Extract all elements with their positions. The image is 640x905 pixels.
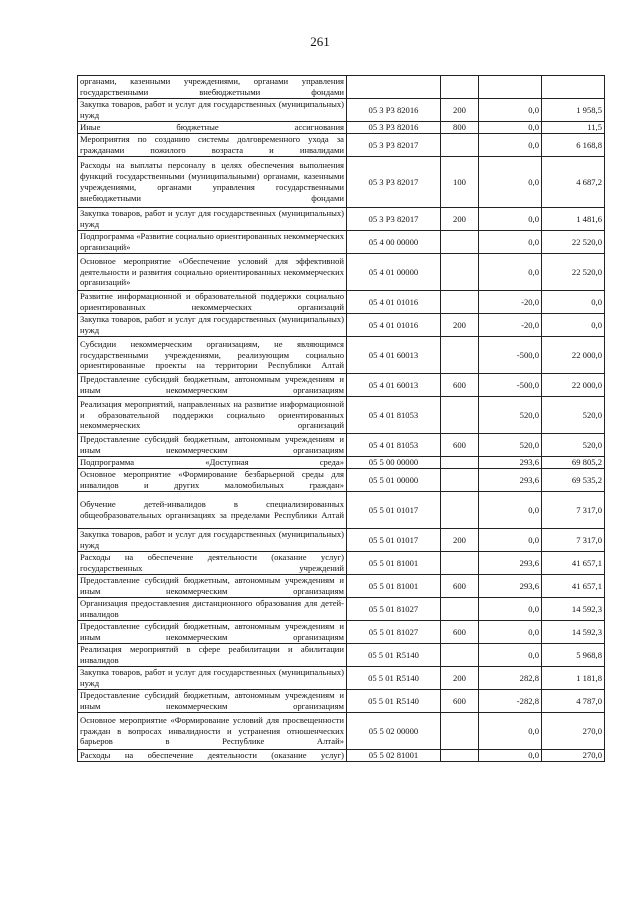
row-name-cell: Предоставление субсидий бюджетным, автономным учреждениям и иным некоммерческим организациям: [78, 575, 347, 598]
budget-code-cell: 05 5 02 81001: [347, 750, 441, 762]
total-amount-cell: 22 000,0: [542, 374, 605, 397]
change-amount-cell: [479, 76, 542, 99]
budget-table-body: [78, 76, 605, 762]
expense-type-cell: 200: [441, 667, 479, 690]
table-row: [78, 314, 605, 337]
total-amount-cell: 0,0: [542, 314, 605, 337]
expense-type-cell: 600: [441, 575, 479, 598]
change-amount-cell: 0,0: [479, 644, 542, 667]
table-row: [78, 434, 605, 457]
total-amount-cell: 69 805,2: [542, 457, 605, 469]
change-amount-cell: 293,6: [479, 457, 542, 469]
budget-code-cell: 05 4 00 00000: [347, 231, 441, 254]
expense-type-cell: 600: [441, 434, 479, 457]
expense-type-cell: [441, 457, 479, 469]
expense-type-cell: 800: [441, 122, 479, 134]
total-amount-cell: 1 481,6: [542, 208, 605, 231]
row-name-cell: Организация предоставления дистанционного образования для детей-инвалидов: [78, 598, 347, 621]
row-name-cell: Иные бюджетные ассигнования: [78, 122, 347, 134]
table-row: [78, 750, 605, 762]
expense-type-cell: [441, 134, 479, 157]
change-amount-cell: -500,0: [479, 337, 542, 374]
row-name-cell: Предоставление субсидий бюджетным, автономным учреждениям и иным некоммерческим организациям: [78, 690, 347, 713]
total-amount-cell: 41 657,1: [542, 575, 605, 598]
budget-code-cell: 05 5 01 R5140: [347, 690, 441, 713]
table-row: [78, 529, 605, 552]
row-name-cell: Основное мероприятие «Формирование безбарьерной среды для инвалидов и других маломобильных граждан»: [78, 469, 347, 492]
total-amount-cell: 4 787,0: [542, 690, 605, 713]
budget-code-cell: 05 5 01 R5140: [347, 667, 441, 690]
table-row: [78, 667, 605, 690]
budget-code-cell: 05 5 01 81001: [347, 552, 441, 575]
row-name-cell: Расходы на обеспечение деятельности (оказание услуг): [78, 750, 347, 762]
change-amount-cell: 0,0: [479, 134, 542, 157]
change-amount-cell: 0,0: [479, 99, 542, 122]
change-amount-cell: 293,6: [479, 552, 542, 575]
row-name-cell: Мероприятия по созданию системы долговременного ухода за гражданами пожилого возраста и инвалидами: [78, 134, 347, 157]
expense-type-cell: 600: [441, 690, 479, 713]
table-row: [78, 397, 605, 434]
budget-code-cell: 05 3 P3 82017: [347, 208, 441, 231]
total-amount-cell: 270,0: [542, 713, 605, 750]
budget-code-cell: 05 3 P3 82016: [347, 99, 441, 122]
table-row: [78, 713, 605, 750]
row-name-cell: Закупка товаров, работ и услуг для государственных (муниципальных) нужд: [78, 529, 347, 552]
change-amount-cell: 520,0: [479, 434, 542, 457]
expense-type-cell: [441, 598, 479, 621]
table-row: [78, 254, 605, 291]
expense-type-cell: [441, 644, 479, 667]
table-row: [78, 231, 605, 254]
expense-type-cell: [441, 492, 479, 529]
change-amount-cell: -20,0: [479, 314, 542, 337]
expense-type-cell: [441, 552, 479, 575]
change-amount-cell: 0,0: [479, 231, 542, 254]
expense-type-cell: [441, 291, 479, 314]
table-row: [78, 552, 605, 575]
total-amount-cell: 14 592,3: [542, 621, 605, 644]
row-name-cell: Расходы на выплаты персоналу в целях обеспечения выполнения функций государственными (муниципальными) органами, казенными учреждениями, органами управления государственными внебюджетными фондами: [78, 157, 347, 208]
change-amount-cell: 0,0: [479, 750, 542, 762]
row-name-cell: Расходы на обеспечение деятельности (оказание услуг) государственных учреждений: [78, 552, 347, 575]
budget-code-cell: 05 5 01 81027: [347, 621, 441, 644]
change-amount-cell: 0,0: [479, 157, 542, 208]
change-amount-cell: 293,6: [479, 575, 542, 598]
expense-type-cell: 100: [441, 157, 479, 208]
row-name-cell: Предоставление субсидий бюджетным, автономным учреждениям и иным некоммерческим организациям: [78, 434, 347, 457]
total-amount-cell: 520,0: [542, 397, 605, 434]
expense-type-cell: 200: [441, 529, 479, 552]
table-row: [78, 99, 605, 122]
total-amount-cell: 22 000,0: [542, 337, 605, 374]
table-row: [78, 134, 605, 157]
total-amount-cell: 6 168,8: [542, 134, 605, 157]
row-name-cell: Подпрограмма «Доступная среда»: [78, 457, 347, 469]
expense-type-cell: [441, 397, 479, 434]
change-amount-cell: 0,0: [479, 122, 542, 134]
row-name-cell: Реализация мероприятий в сфере реабилитации и абилитации инвалидов: [78, 644, 347, 667]
table-row: [78, 76, 605, 99]
row-name-cell: Закупка товаров, работ и услуг для государственных (муниципальных) нужд: [78, 667, 347, 690]
change-amount-cell: -282,8: [479, 690, 542, 713]
change-amount-cell: 293,6: [479, 469, 542, 492]
budget-code-cell: 05 5 01 81027: [347, 598, 441, 621]
table-row: [78, 374, 605, 397]
expense-type-cell: [441, 76, 479, 99]
table-row: [78, 621, 605, 644]
row-name-cell: Субсидии некоммерческим организациям, не являющимся государственными учреждениями, реализующим социально ориентированные проекты на территории Республики Алтай: [78, 337, 347, 374]
row-name-cell: Закупка товаров, работ и услуг для государственных (муниципальных) нужд: [78, 99, 347, 122]
table-row: [78, 208, 605, 231]
table-row: [78, 291, 605, 314]
budget-code-cell: 05 4 01 60013: [347, 374, 441, 397]
budget-code-cell: 05 5 01 00000: [347, 469, 441, 492]
budget-code-cell: 05 4 01 60013: [347, 337, 441, 374]
total-amount-cell: [542, 76, 605, 99]
row-name-cell: органами, казенными учреждениями, органами управления государственными внебюджетными фондами: [78, 76, 347, 99]
table-row: [78, 644, 605, 667]
change-amount-cell: 0,0: [479, 254, 542, 291]
budget-table: [77, 75, 605, 762]
expense-type-cell: 200: [441, 314, 479, 337]
budget-code-cell: 05 4 01 01016: [347, 314, 441, 337]
budget-code-cell: 05 5 01 01017: [347, 529, 441, 552]
table-row: [78, 492, 605, 529]
table-row: [78, 469, 605, 492]
row-name-cell: Закупка товаров, работ и услуг для государственных (муниципальных) нужд: [78, 314, 347, 337]
budget-code-cell: 05 3 P3 82016: [347, 122, 441, 134]
row-name-cell: Закупка товаров, работ и услуг для государственных (муниципальных) нужд: [78, 208, 347, 231]
expense-type-cell: [441, 469, 479, 492]
total-amount-cell: 69 535,2: [542, 469, 605, 492]
row-name-cell: Основное мероприятие «Обеспечение условий для эффективной деятельности и развития социально ориентированных некоммерческих организаций»: [78, 254, 347, 291]
total-amount-cell: 7 317,0: [542, 529, 605, 552]
table-row: [78, 575, 605, 598]
budget-code-cell: 05 4 01 01016: [347, 291, 441, 314]
row-name-cell: Подпрограмма «Развитие социально ориентированных некоммерческих организаций»: [78, 231, 347, 254]
change-amount-cell: 0,0: [479, 713, 542, 750]
row-name-cell: Предоставление субсидий бюджетным, автономным учреждениям и иным некоммерческим организациям: [78, 621, 347, 644]
expense-type-cell: 600: [441, 374, 479, 397]
total-amount-cell: 4 687,2: [542, 157, 605, 208]
table-row: [78, 337, 605, 374]
expense-type-cell: [441, 231, 479, 254]
budget-code-cell: 05 5 02 00000: [347, 713, 441, 750]
change-amount-cell: 520,0: [479, 397, 542, 434]
change-amount-cell: 0,0: [479, 208, 542, 231]
total-amount-cell: 1 958,5: [542, 99, 605, 122]
total-amount-cell: 520,0: [542, 434, 605, 457]
expense-type-cell: [441, 337, 479, 374]
row-name-cell: Реализация мероприятий, направленных на развитие информационной и образовательной поддержки социально ориентированных некоммерческих организаций: [78, 397, 347, 434]
total-amount-cell: 11,5: [542, 122, 605, 134]
total-amount-cell: 22 520,0: [542, 231, 605, 254]
budget-code-cell: 05 3 P3 82017: [347, 134, 441, 157]
total-amount-cell: 1 181,8: [542, 667, 605, 690]
budget-code-cell: 05 5 01 81001: [347, 575, 441, 598]
expense-type-cell: 200: [441, 208, 479, 231]
row-name-cell: Предоставление субсидий бюджетным, автономным учреждениям и иным некоммерческим организациям: [78, 374, 347, 397]
budget-code-cell: 05 5 01 R5140: [347, 644, 441, 667]
total-amount-cell: 7 317,0: [542, 492, 605, 529]
change-amount-cell: 0,0: [479, 529, 542, 552]
change-amount-cell: -500,0: [479, 374, 542, 397]
budget-code-cell: 05 4 01 81053: [347, 397, 441, 434]
expense-type-cell: [441, 750, 479, 762]
total-amount-cell: 5 968,8: [542, 644, 605, 667]
total-amount-cell: 41 657,1: [542, 552, 605, 575]
change-amount-cell: 0,0: [479, 492, 542, 529]
expense-type-cell: 600: [441, 621, 479, 644]
expense-type-cell: 200: [441, 99, 479, 122]
budget-code-cell: [347, 76, 441, 99]
total-amount-cell: 14 592,3: [542, 598, 605, 621]
row-name-cell: Обучение детей-инвалидов в специализированных общеобразовательных организациях за пределами Республики Алтай: [78, 492, 347, 529]
total-amount-cell: 0,0: [542, 291, 605, 314]
table-row: [78, 598, 605, 621]
change-amount-cell: 0,0: [479, 621, 542, 644]
row-name-cell: Основное мероприятие «Формирование условий для просвещенности граждан в вопросах инвалидности и устранения отношенческих барьеров в Республике Алтай»: [78, 713, 347, 750]
total-amount-cell: 22 520,0: [542, 254, 605, 291]
budget-code-cell: 05 5 01 01017: [347, 492, 441, 529]
budget-code-cell: 05 4 01 00000: [347, 254, 441, 291]
expense-type-cell: [441, 254, 479, 291]
change-amount-cell: -20,0: [479, 291, 542, 314]
budget-code-cell: 05 4 01 81053: [347, 434, 441, 457]
expense-type-cell: [441, 713, 479, 750]
change-amount-cell: 0,0: [479, 598, 542, 621]
budget-code-cell: 05 5 00 00000: [347, 457, 441, 469]
change-amount-cell: 282,8: [479, 667, 542, 690]
table-row: [78, 690, 605, 713]
row-name-cell: Развитие информационной и образовательной поддержки социально ориентированных некоммерческих организаций: [78, 291, 347, 314]
total-amount-cell: 270,0: [542, 750, 605, 762]
table-row: [78, 457, 605, 469]
budget-code-cell: 05 3 P3 82017: [347, 157, 441, 208]
page-number: 261: [310, 34, 330, 49]
table-row: [78, 122, 605, 134]
table-row: [78, 157, 605, 208]
